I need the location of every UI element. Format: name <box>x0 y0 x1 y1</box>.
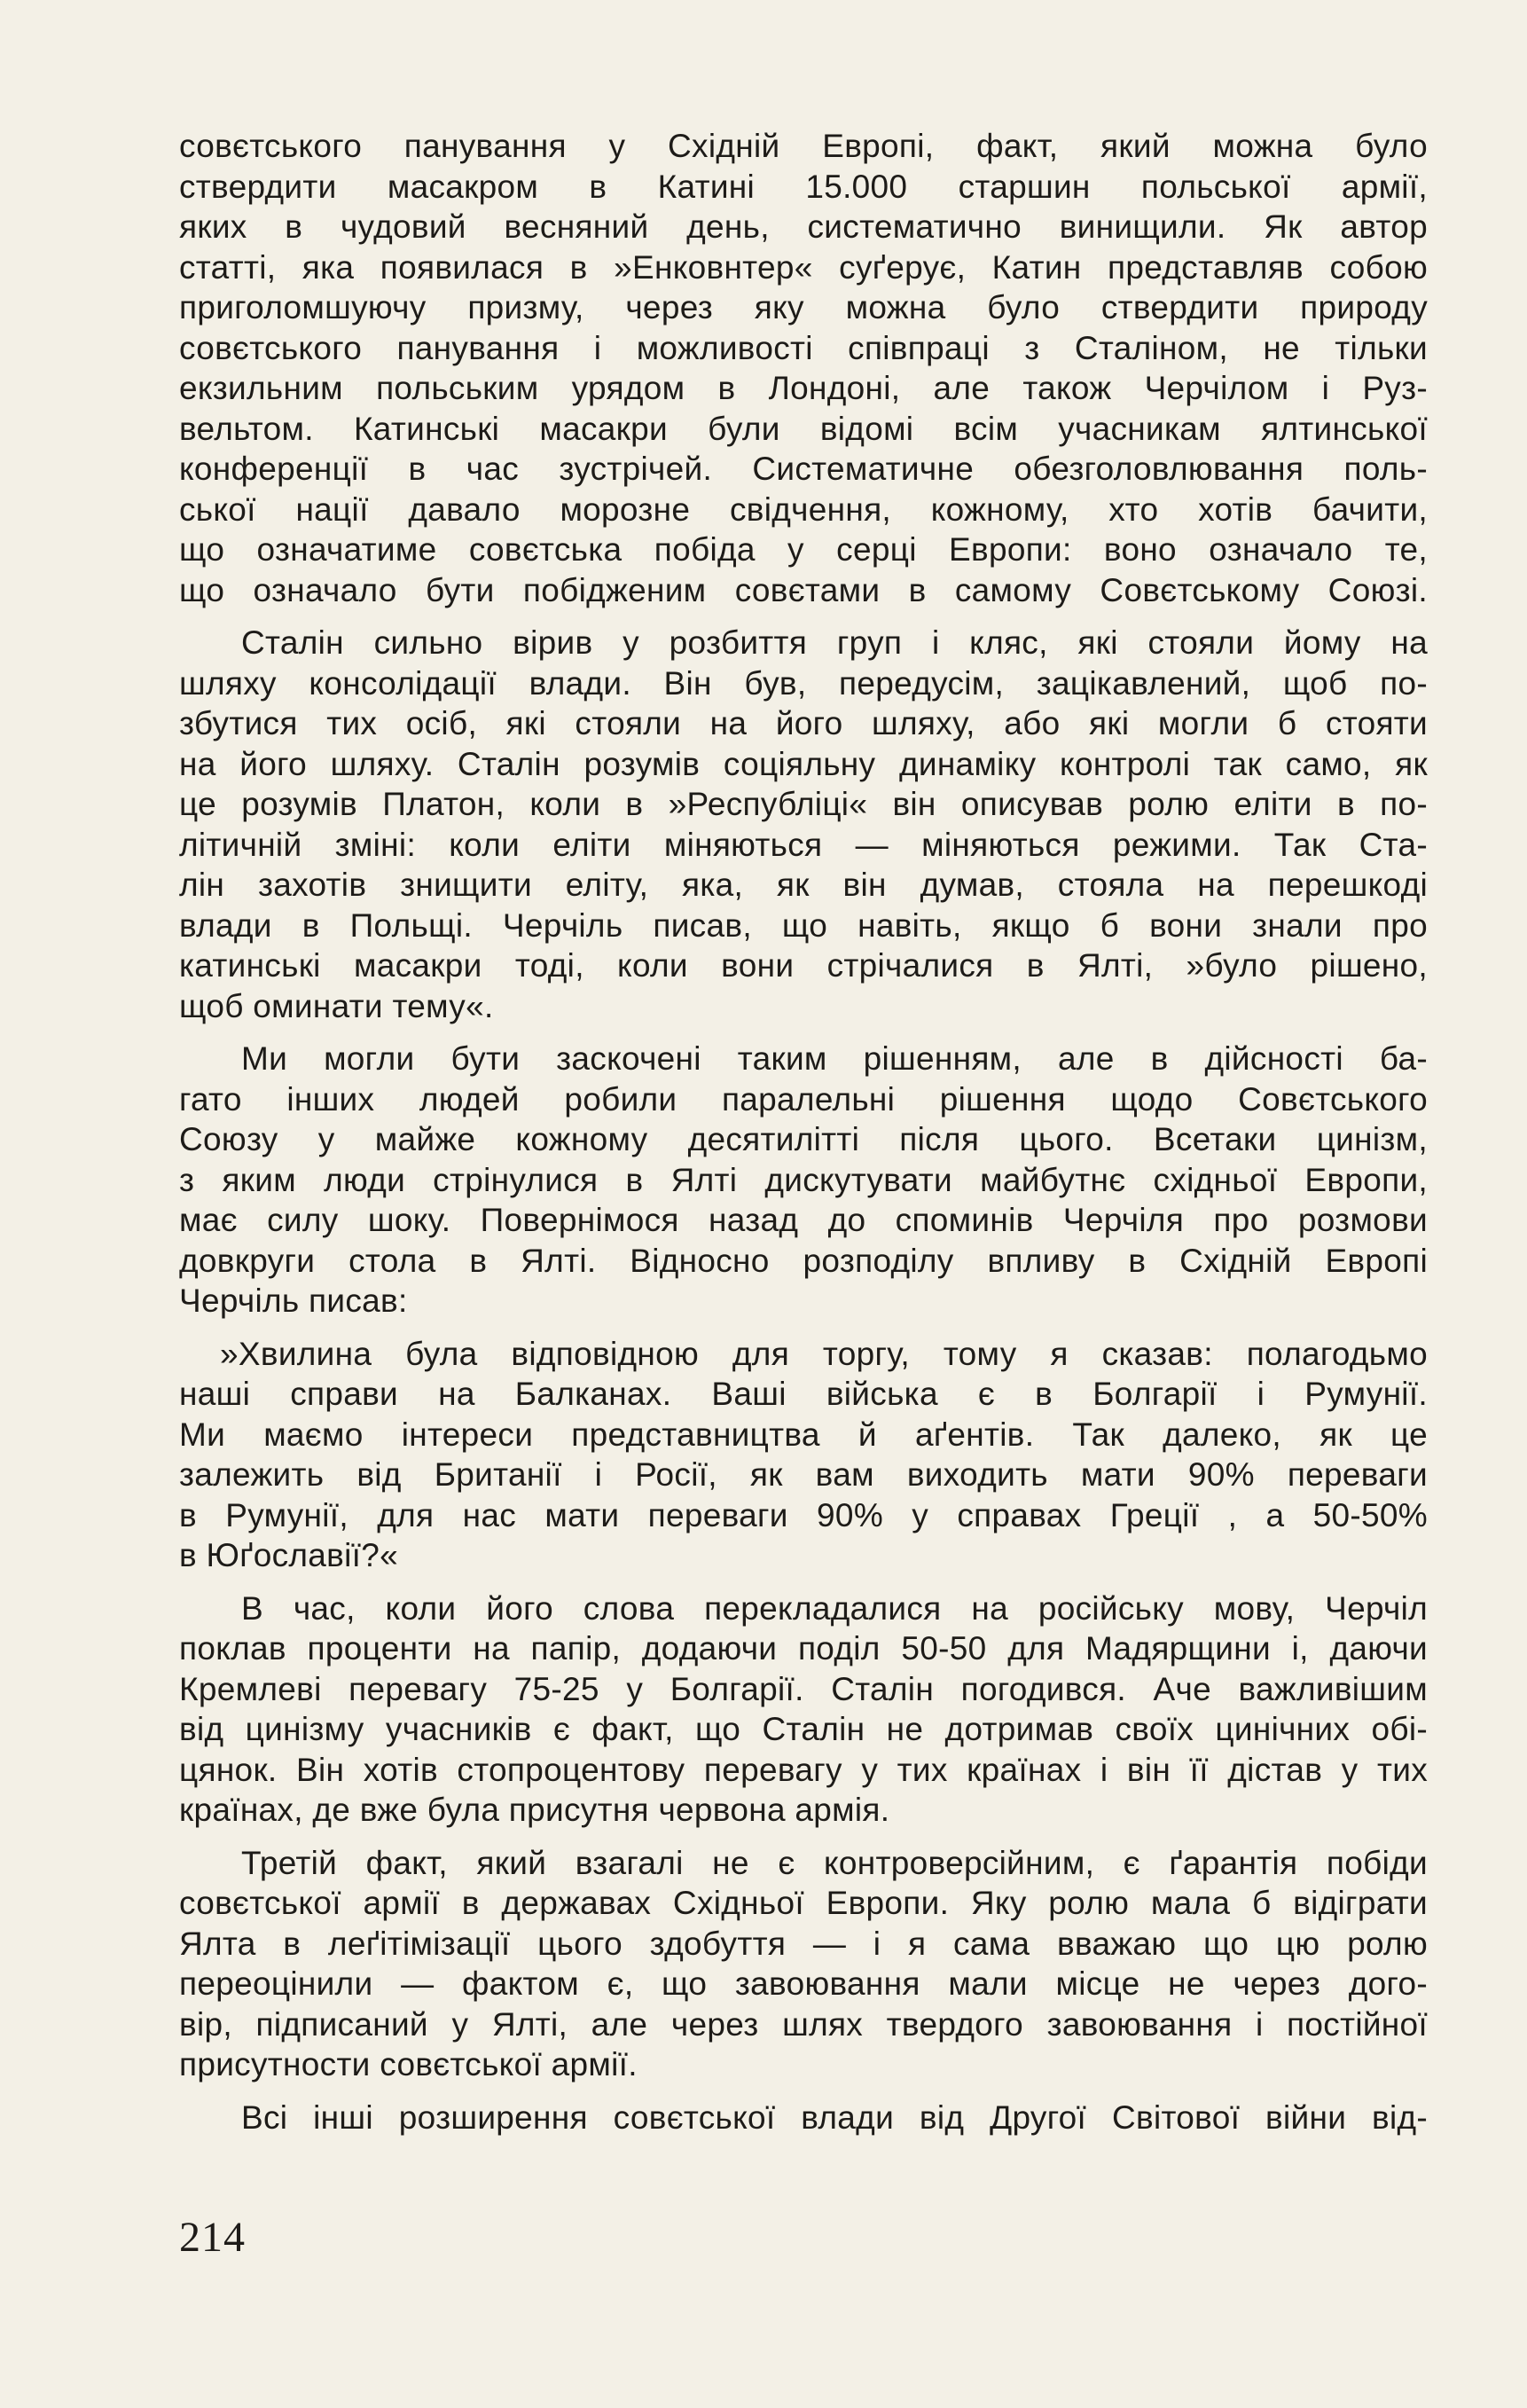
text-line: ської нації давало морозне свідчення, кожному, хто хотів бачити, <box>179 490 1428 528</box>
text-line: В час, коли його слова перекладалися на російську мову, Черчіл <box>241 1589 1428 1627</box>
text-line: збутися тих осіб, які стояли на його шляху, або які могли б стояти <box>179 705 1428 741</box>
text-line: на його шляху. Сталін розумів соціяльну динаміку контролі так само, як <box>179 745 1428 782</box>
page-number: 214 <box>179 2214 246 2261</box>
text-line: ствердити масакром в Катині 15.000 старшин польської армії, <box>179 168 1428 205</box>
text-line: Ми маємо інтереси представництва й аґентів. Так далеко, як це <box>179 1416 1428 1453</box>
text-line: Ми могли бути заскочені таким рішенням, але в дійсності ба- <box>241 1040 1428 1077</box>
text-line: вельтом. Катинські масакри були відомі всім учасникам ялтинської <box>179 410 1428 447</box>
text-line: з яким люди стрінулися в Ялті дискутувати майбутнє східньої Европи, <box>179 1161 1428 1198</box>
block-quote <box>179 1334 1428 1576</box>
text-line: присутности совєтської армії. <box>179 2046 638 2082</box>
text-line: від цинізму учасників є факт, що Сталін не дотримав своїх цинічних обі- <box>179 1711 1428 1747</box>
text-line: поклав проценти на папір, додаючи поділ 50-50 для Мадярщини і, даючи <box>179 1630 1428 1667</box>
text-line: Союзу у майже кожному десятилітті після цього. Всетаки цинізм, <box>179 1121 1428 1157</box>
text-line: шляху консолідації влади. Він був, передусім, зацікавлений, щоб по- <box>179 664 1428 702</box>
paragraph <box>179 1843 1428 2085</box>
text-line: катинські масакри тоді, коли вони стрічалися в Ялті, »було рішено, <box>179 947 1428 984</box>
text-line: цянок. Він хотів стопроцентову перевагу у тих країнах і він її дістав у тих <box>179 1751 1428 1788</box>
text-line: совєтського панування і можливості співпраці з Сталіном, не тільки <box>179 329 1428 366</box>
text-line: гато інших людей робили паралельні рішення щодо Совєтського <box>179 1080 1428 1118</box>
body-text <box>179 126 1428 2150</box>
text-line: влади в Польщі. Черчіль писав, що навіть, якщо б вони знали про <box>179 906 1428 944</box>
paragraph <box>179 2098 1428 2138</box>
text-line: щоб оминати тему«. <box>179 987 494 1024</box>
paragraph <box>179 1588 1428 1831</box>
text-line: переоцінили — фактом є, що завоювання мали місце не через дого- <box>179 1965 1428 2002</box>
text-line: Сталін сильно вірив у розбиття груп і кляс, які стояли йому на <box>241 624 1428 661</box>
text-line: це розумів Платон, коли в »Республіці« він описував ролю еліти в по- <box>179 786 1428 822</box>
text-line: Ялта в леґітімізації цього здобуття — і я сама вважаю що цю ролю <box>179 1925 1428 1962</box>
text-line: »Хвилина була відповідною для торгу, тому я сказав: полагодьмо <box>220 1335 1428 1372</box>
text-line: приголомшуючу призму, через яку можна було ствердити природу <box>179 289 1428 326</box>
text-line: Черчіль писав: <box>179 1282 408 1319</box>
text-line: країнах, де вже була присутня червона армія. <box>179 1792 890 1828</box>
text-line: яких в чудовий весняний день, систематично винищили. Як автор <box>179 208 1428 245</box>
text-line: в Румунії, для нас мати переваги 90% у справах Греції , а 50-50% <box>179 1496 1428 1533</box>
text-line: екзильним польським урядом в Лондоні, але також Черчілом і Руз- <box>179 370 1428 406</box>
text-line: Кремлеві перевагу 75-25 у Болгарії. Сталін погодився. Аче важливішим <box>179 1670 1428 1707</box>
text-line: в Юґославії?« <box>179 1537 398 1573</box>
text-line: конференції в час зустрічей. Систематичне обезголовлювання поль- <box>179 451 1428 487</box>
text-line: Всі інші розширення совєтської влади від Другої Світової війни від- <box>241 2098 1428 2136</box>
text-line: літичній зміні: коли еліти міняються — міняються режими. Так Ста- <box>179 826 1428 863</box>
text-line: довкруги стола в Ялті. Відносно розподілу впливу в Східній Европі <box>179 1242 1428 1279</box>
text-line: совєтського панування у Східній Европі, факт, який можна було <box>179 128 1428 164</box>
text-line: вір, підписаний у Ялті, але через шлях твердого завоювання і постійної <box>179 2005 1428 2043</box>
paragraph <box>179 126 1428 610</box>
text-line: совєтської армії в державах Східньої Европи. Яку ролю мала б відіграти <box>179 1885 1428 1921</box>
text-line: має силу шоку. Повернімося назад до споминів Черчіля про розмови <box>179 1202 1428 1238</box>
text-line: що означало бути побідженим совєтами в самому Совєтському Союзі. <box>179 571 1428 608</box>
paragraph <box>179 623 1428 1026</box>
text-line: залежить від Британії і Росії, як вам виходить мати 90% переваги <box>179 1456 1428 1493</box>
text-line: статті, яка появилася в »Енковнтер« суґерує, Катин представляв собою <box>179 248 1428 286</box>
paragraph <box>179 1039 1428 1322</box>
text-line: наші справи на Балканах. Ваші війська є в Болгарії і Румунії. <box>179 1376 1428 1412</box>
text-line: Третій факт, який взагалі не є контроверсійним, є ґарантія побіди <box>241 1844 1428 1881</box>
text-line: що означатиме совєтська побіда у серці Европи: воно означало те, <box>179 531 1428 568</box>
text-line: лін захотів знищити еліту, яка, як він думав, стояла на перешкоді <box>179 867 1428 903</box>
